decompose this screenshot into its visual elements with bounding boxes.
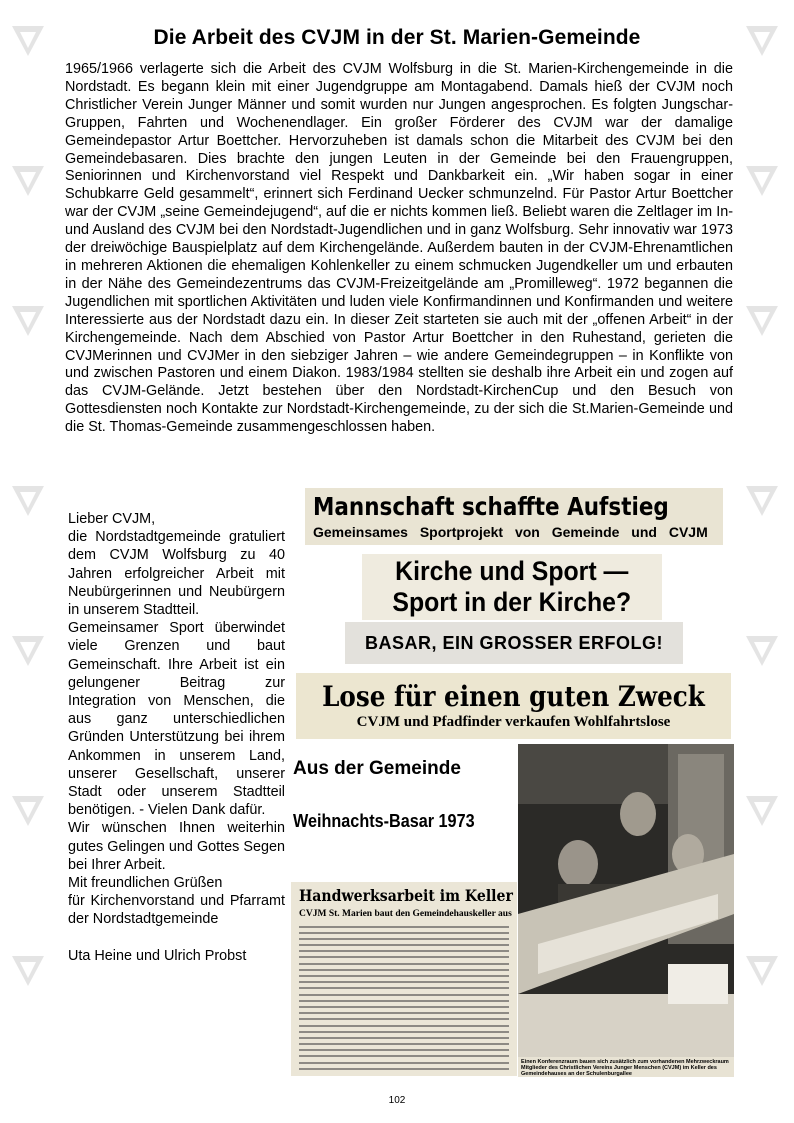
- clipping-aus-der-gemeinde: [289, 752, 514, 785]
- cvjm-watermark-icon: [8, 160, 48, 200]
- clipping-subheadline: Gemeinsames Sportprojekt von Gemeinde und CVJM: [313, 524, 708, 540]
- clipping-lose: [296, 673, 731, 739]
- cvjm-watermark-icon: [742, 300, 782, 340]
- letter-body-1: die Nordstadtgemeinde gratuliert dem CVJM Wolfsburg zu 40 Jahren erfolgreicher Arbeit mit Neubürgerinnen und Neubürgern in unserem Stadtteil.: [68, 529, 285, 619]
- letter-closing: Mit freundlichen Grüßen: [68, 875, 223, 892]
- newspaper-photo: [518, 744, 734, 1077]
- clipping-headline: Weihnachts-Basar 1973: [293, 810, 475, 831]
- intro-paragraph: 1965/1966 verlagerte sich die Arbeit des CVJM Wolfsburg in die St. Marien-Kirchengemeinde in die Nordstadt. Es begann klein mit einer Jugendgruppe am Montagabend. Damals hieß der CVJM noch Christlicher Verein Junger Männer und somit wurden nur Jungen angesprochen. Es folgten Jungschar-Gruppen, Fahrten und Wochenendlager. Ein großer Förderer des CVJM war der damalige Gemeindepastor Artur Boettcher. Hervorzuheben ist damals schon die Mitarbeit des CVJM bei den Gemeindebasaren. Dies brachte den jungen Leuten in der Gemeinde bei den Frauengruppen, Seniorinnen und Kirchenvorstand viel Respekt und Dankbarkeit ein. „Wir haben sogar in einer Schubkarre Geld gesammelt“, erinnert sich Ferdinand Uecker schmunzelnd. Für Pastor Artur Boettcher war der CVJM „seine Gemeindejugend“, auf die er nichts kommen ließ. Beliebt waren die Zeltlager im In- und Ausland des CVJM bei den Nordstadt-Jugendlichen und in ganz Wolfsburg. Sehr innovativ war 1973 der dreiwöchige Bauspielplatz auf dem Kirchengelände. Außerdem bauten in der CVJM-Ehrenamtlichen in mehreren Aktionen die ehemaligen Kohlenkeller zu einem schmucken Jugendkeller um und erbauten in der Nähe des Gemeindezentrums das CVJM-Freizeitgelände am „Promilleweg“. 1972 begannen die Jugendlichen mit sportlichen Aktivitäten und luden viele Konfirmandinnen und Konfirmanden und weitere Interessierte aus der Nordstadt dazu ein. In dieser Zeit starteten sie auch mit der „offenen Arbeit“ in der Kirchengemeinde. Nach dem Abschied von Pastor Artur Boettcher in den Ruhestand, gerieten die CVJMerinnen und CVJMer in den siebziger Jahren – wie andere Gemeindegruppen – in Konflikte von und zwischen Pastoren und einem Diakon. 1983/1984 stellten sie deshalb ihre Arbeit ein und zogen auf das CVJM-Gelände. Jetzt bestehen über den Nordstadt-KirchenCup und den Besuch von Gottesdiensten noch Kontakte zur Nordstadt-Kirchengemeinde, zu der sich die St.Marien-Gemeinde und die St. Thomas-Gemeinde zusammengeschlossen haben.: [65, 61, 733, 436]
- clipping-basar: [345, 622, 683, 664]
- cvjm-watermark-icon: [8, 950, 48, 990]
- letter-body-2: Gemeinsamer Sport überwindet viele Grenzen und baut Gemeinschaft. Ihre Arbeit ist ein gelungener Beitrag zur Integration von Menschen, die aus ganz unterschiedlichen Gründen Unterstützung bei ihrem Ankommen in unserem Land, unserer Gesellschaft, unserer Stadt oder unserem Stadtteil benötigen. - Vielen Dank dafür.: [68, 620, 285, 819]
- clipping-headline: BASAR, EIN GROSSER ERFOLG!: [364, 633, 664, 653]
- clipping-headline: Mannschaft schaffte Aufstieg: [313, 492, 669, 521]
- cvjm-watermark-icon: [742, 160, 782, 200]
- cvjm-watermark-icon: [742, 630, 782, 670]
- intro-text: [65, 61, 733, 437]
- cvjm-watermark-icon: [742, 480, 782, 520]
- cvjm-watermark-icon: [8, 790, 48, 830]
- clipping-handwerksarbeit: [291, 882, 517, 1076]
- letter-from: für Kirchenvorstand und Pfarramt der Nordstadtgemeinde: [68, 893, 285, 928]
- clipping-mannschaft: [305, 488, 723, 545]
- clipping-body-text: [299, 926, 509, 1075]
- page-number: 102: [388, 1095, 406, 1106]
- photo-image: [518, 744, 734, 1057]
- cvjm-watermark-icon: [8, 480, 48, 520]
- clipping-headline: Aus der Gemeinde: [293, 758, 461, 779]
- cvjm-watermark-icon: [742, 950, 782, 990]
- letter-signature: Uta Heine und Ulrich Probst: [68, 947, 247, 964]
- cvjm-watermark-icon: [742, 790, 782, 830]
- cvjm-watermark-icon: [8, 300, 48, 340]
- clipping-headline: Kirche und Sport —: [395, 556, 629, 586]
- clipping-weihnachts-basar: [289, 804, 514, 837]
- clipping-kirche-und-sport: [362, 554, 662, 620]
- clipping-headline-2: Sport in der Kirche?: [392, 587, 632, 617]
- cvjm-watermark-icon: [8, 630, 48, 670]
- clipping-subheadline: CVJM St. Marien baut den Gemeindehauskeller aus: [299, 909, 512, 919]
- clipping-headline: Lose für einen guten Zweck: [322, 679, 705, 713]
- letter-greeting: Lieber CVJM,: [68, 511, 156, 527]
- congratulation-letter: [68, 510, 285, 965]
- photo-caption: Einen Konferenzraum bauen sich zusätzlich zum vorhandenen Mehrzweckraum Mitglieder des Christlichen Vereins Junger Menschen (CVJM) im Keller des Gemeindehauses an der Schulenburgallee: [518, 1057, 734, 1077]
- clipping-subheadline: CVJM und Pfadfinder verkaufen Wohlfahrtslose: [356, 713, 671, 730]
- letter-body-3: Wir wünschen Ihnen weiterhin gutes Gelingen und Gottes Segen bei Ihrer Arbeit.: [68, 820, 285, 873]
- clipping-headline: Handwerksarbeit im Keller: [299, 886, 513, 905]
- page-title: Die Arbeit des CVJM in der St. Marien-Gemeinde: [153, 26, 641, 49]
